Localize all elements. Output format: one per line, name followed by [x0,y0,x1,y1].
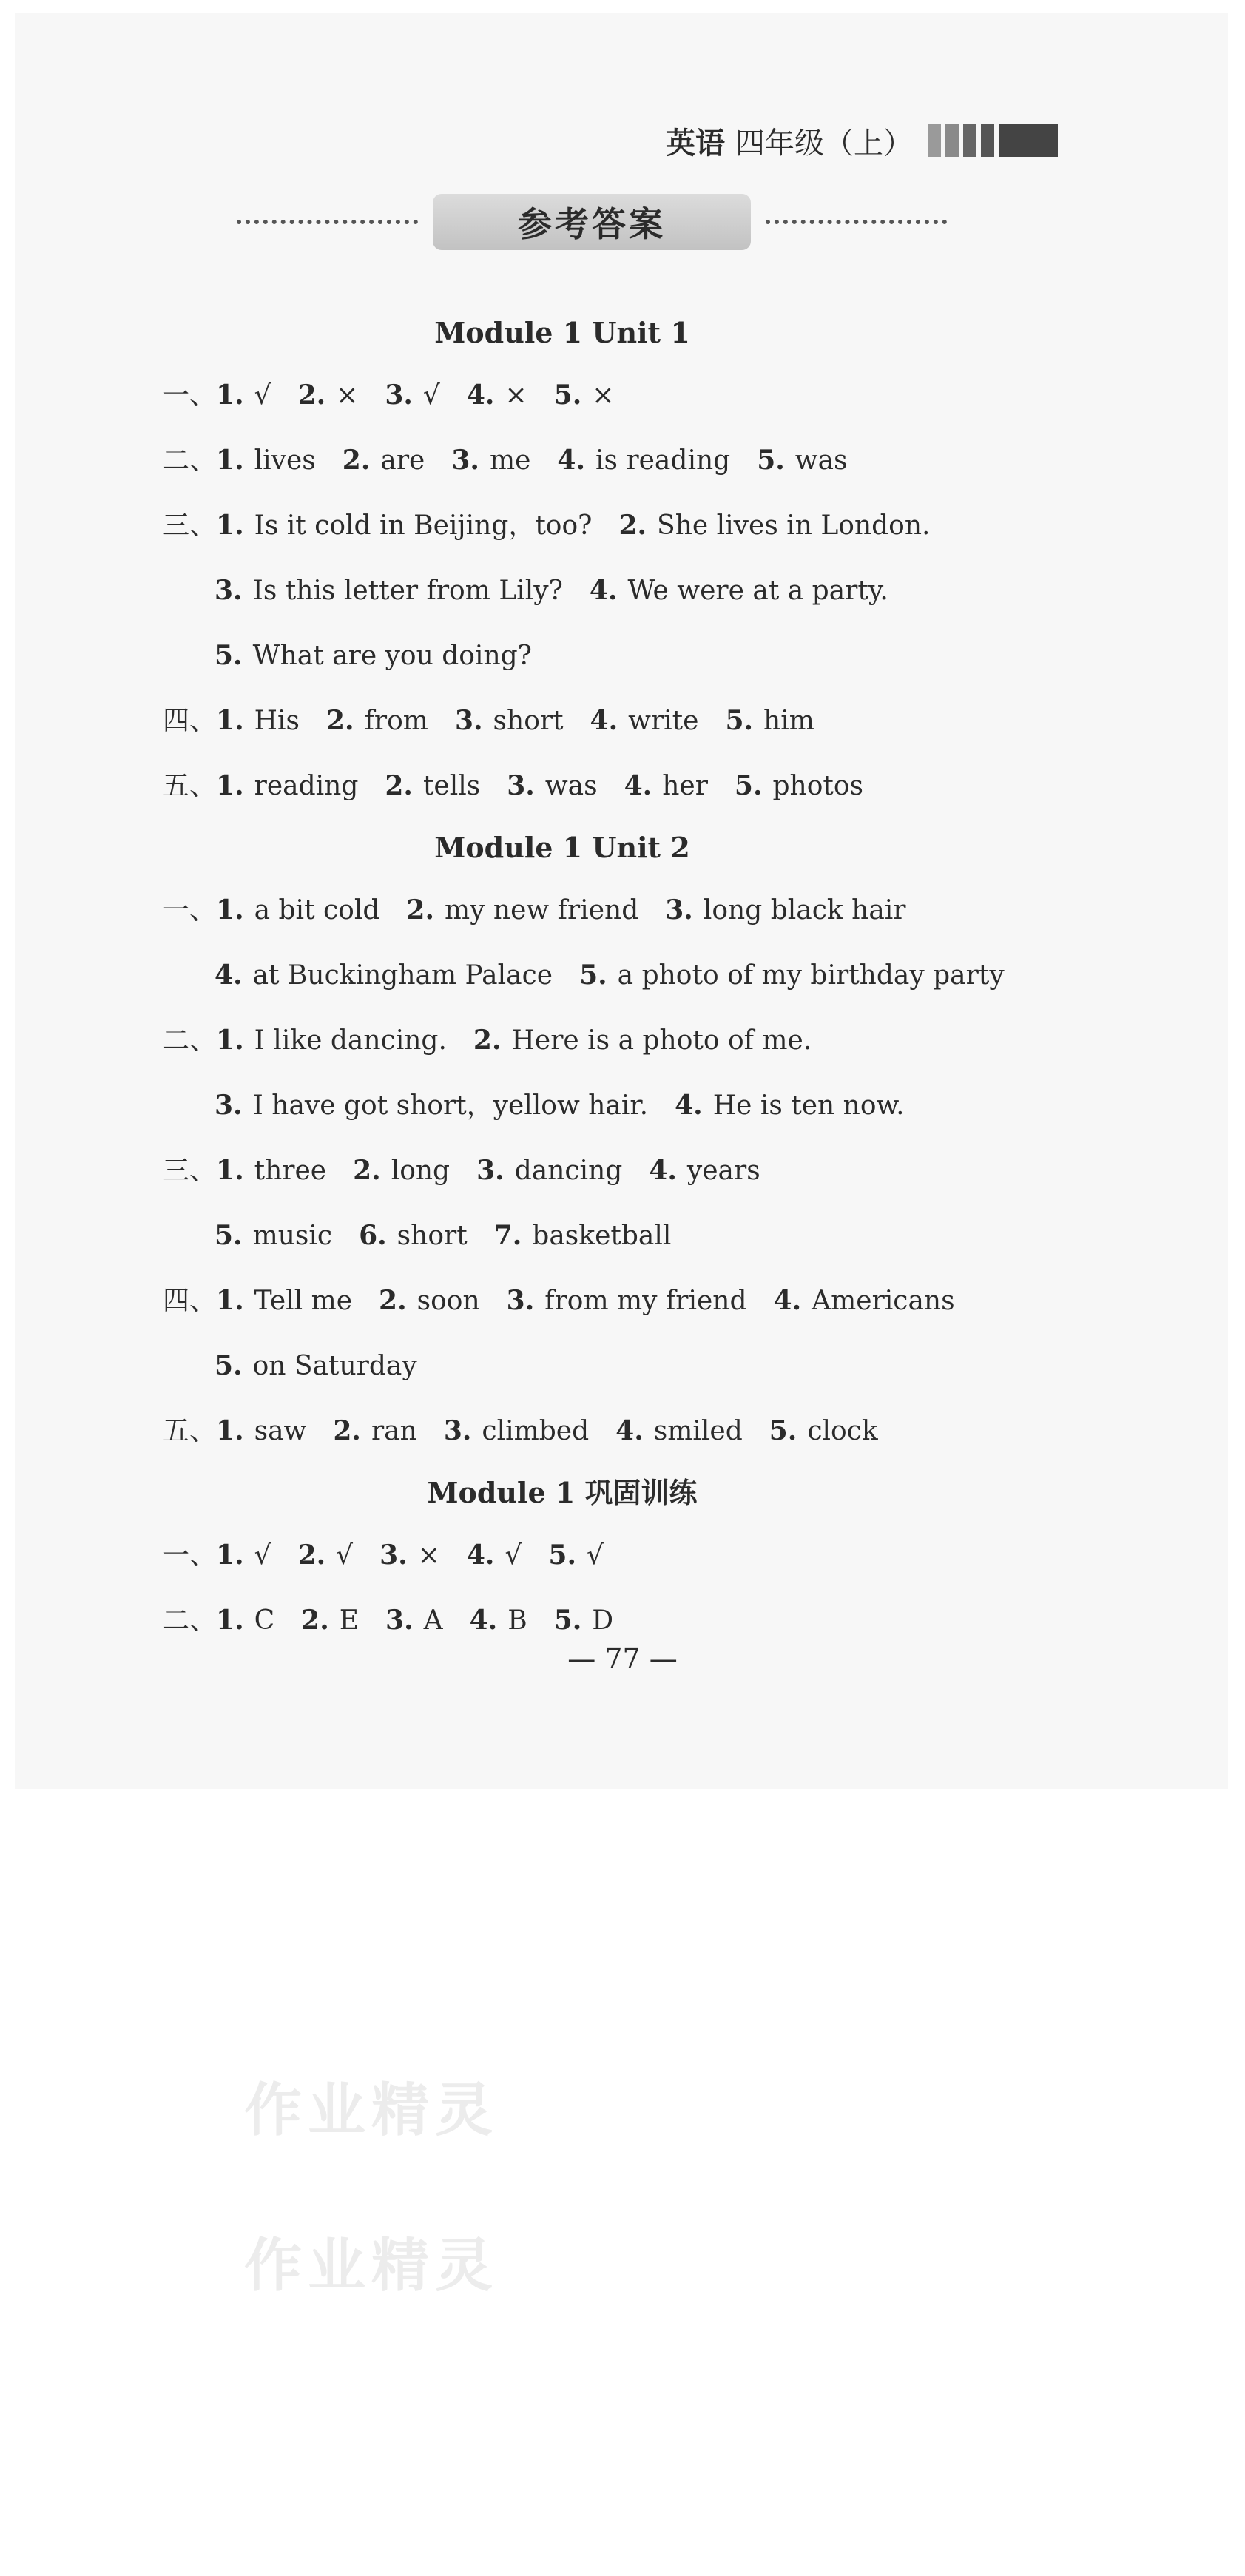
answer-item [494,1203,672,1269]
answer-text: climbed [482,1416,590,1446]
answer-text: √ [254,1540,271,1571]
answer-number: 3. [476,1155,505,1186]
answer-text: a bit cold [254,895,380,925]
answer-number: 1. [216,445,244,476]
answer-text: years [686,1156,760,1186]
answer-number: 3. [507,770,535,801]
answer-item [215,558,563,624]
answer-item [675,1073,904,1139]
answer-item [216,1398,306,1464]
answer-text: short [397,1221,468,1251]
answer-text: smiled [653,1416,743,1446]
answer-text: He is ten now. [712,1090,905,1121]
answer-item [216,877,379,943]
answer-item [725,688,814,754]
question-group-number: 二、 [163,1025,217,1056]
answer-item [333,1398,416,1464]
title-banner [222,189,962,255]
answer-number: 2. [333,1415,361,1446]
answer-item [507,1268,747,1334]
answer-number: 5. [725,705,754,736]
answer-row [163,1203,1050,1268]
answer-item [216,688,300,754]
question-group-number: 五、 [163,1416,217,1446]
question-group-number: 一、 [163,895,217,925]
answer-row [163,363,1050,428]
answer-number: 1. [216,380,244,411]
answer-text: a photo of my birthday party [617,960,1005,991]
answer-item [757,428,847,493]
answer-item [548,1523,604,1588]
answer-item [216,753,358,819]
answer-item [735,753,863,819]
answer-item [326,688,428,754]
answer-row [163,1073,1050,1138]
answer-text: B [507,1605,527,1636]
answer-number: 4. [649,1155,677,1186]
answer-row [163,753,1050,818]
answer-item [769,1398,878,1464]
answer-text: We were at a party. [627,576,888,606]
answer-number: 2. [297,1540,326,1571]
answer-number: 5. [215,1220,243,1251]
answer-text: × [417,1540,440,1571]
answer-text: What are you doing? [252,641,532,671]
answer-text: was [794,445,848,476]
answer-text: D [592,1605,614,1636]
answer-item [215,943,553,1008]
answer-text: was [544,771,598,801]
answer-text: tells [422,771,481,801]
question-group-number: 二、 [163,445,217,476]
answer-item [216,363,271,428]
answer-text: She lives in London. [657,510,931,541]
answer-number: 4. [469,1605,498,1636]
answer-item [298,1523,354,1588]
answer-row [163,1268,1050,1333]
answer-text: long black hair [703,895,906,925]
answer-item [216,1008,447,1073]
answer-text: × [592,380,615,411]
answer-number: 5. [553,1605,582,1636]
answer-item [406,877,638,943]
answer-row [163,1333,1050,1398]
answer-item [215,1203,332,1269]
answer-item [624,753,708,819]
answer-number: 3. [379,1540,408,1571]
dotted-rule-right [766,220,947,224]
answer-text: A [423,1605,443,1636]
answer-row [163,428,1050,493]
answer-text: C [254,1605,275,1636]
answer-item [451,428,530,493]
page-title: 参考答案 [433,194,751,250]
answer-text: photos [772,771,864,801]
answer-item [215,1073,648,1139]
answer-item [649,1138,760,1204]
answer-text: √ [505,1540,522,1571]
watermark: 作业精灵 [244,2077,499,2144]
answer-item [444,1398,589,1464]
answer-number: 6. [359,1220,387,1251]
answer-number: 2. [406,894,434,925]
answer-number: 2. [379,1285,407,1316]
answer-row [163,943,1050,1008]
answer-number: 4. [615,1415,644,1446]
answer-row [163,493,1050,558]
answer-item [216,1523,271,1588]
answer-number: 3. [451,445,479,476]
answer-text: Tell me [254,1286,353,1316]
answer-text: √ [587,1540,604,1571]
answer-item [774,1268,955,1334]
answer-text: short [493,706,564,736]
answer-text: from [364,706,428,736]
answer-text: are [380,445,425,476]
answer-text: lives [254,445,316,476]
answer-text: I like dancing. [254,1025,447,1056]
answer-text: basketball [532,1221,672,1251]
answer-row [163,623,1050,688]
answer-item [359,1203,468,1269]
answer-number: 2. [301,1605,329,1636]
question-group-number: 三、 [163,510,217,541]
answer-item [353,1138,450,1204]
page-header [666,118,1058,163]
answer-row [163,1008,1050,1073]
answer-item [618,493,930,559]
answer-number: 2. [473,1025,502,1056]
answer-number: 4. [589,575,618,606]
answer-number: 5. [769,1415,797,1446]
answer-item [455,688,564,754]
page-number: — 77 — [567,1642,678,1675]
watermark: 作业精灵 [244,2233,499,2299]
answer-number: 2. [297,380,326,411]
answer-number: 3. [506,1285,535,1316]
answer-item [216,428,316,493]
answer-number: 7. [493,1220,522,1251]
answer-number: 5. [215,1350,243,1381]
answer-content [163,303,1050,1653]
answer-number: 3. [385,1605,414,1636]
question-group-number: 一、 [163,1540,217,1571]
answer-number: 5. [734,770,763,801]
answer-text: write [628,706,699,736]
question-group-number: 四、 [163,706,217,736]
answer-item [507,753,597,819]
answer-item [379,1523,440,1588]
answer-row [163,1398,1050,1463]
answer-text: His [254,706,300,736]
answer-number: 4. [215,960,243,991]
answer-number: 3. [443,1415,472,1446]
module-heading: Module 1 Unit 2 [434,831,690,864]
answer-number: 4. [466,1540,495,1571]
answer-number: 1. [216,1540,244,1571]
answer-text: √ [336,1540,354,1571]
module-heading: Module 1 Unit 1 [434,316,690,349]
answer-number: 3. [215,575,243,606]
answer-number: 5. [548,1540,577,1571]
answer-item [216,493,592,559]
answer-number: 2. [385,770,413,801]
answer-text: from my friend [544,1286,747,1316]
answer-item [385,363,440,428]
answer-text: reading [254,771,359,801]
answer-number: 1. [216,1155,244,1186]
header-decoration-bars [928,124,1058,157]
answer-item [467,363,527,428]
answer-item [665,877,905,943]
answer-number: 2. [342,445,371,476]
answer-item [215,1333,417,1399]
answer-item [473,1008,812,1073]
answer-number: 5. [215,640,243,671]
answer-row [163,877,1050,943]
answer-text: three [254,1156,327,1186]
answer-number: 4. [466,380,495,411]
answer-item [379,1268,480,1334]
answer-item [215,623,532,689]
answer-number: 3. [454,705,483,736]
answer-text: I have got short，yellow hair. [252,1090,649,1121]
answer-number: 1. [216,1605,244,1636]
answer-number: 1. [216,770,244,801]
answer-text: E [339,1605,360,1636]
answer-text: × [505,380,527,411]
answer-number: 4. [773,1285,802,1316]
answer-text: √ [422,380,440,411]
answer-text: soon [416,1286,480,1316]
module-heading: Module 1 巩固训练 [427,1476,698,1509]
answer-item [590,688,699,754]
answer-text: on Saturday [252,1351,417,1381]
answer-number: 2. [618,510,647,541]
answer-text: Is it cold in Beijing，too? [254,510,593,541]
answer-number: 1. [216,1025,244,1056]
answer-item [216,1138,326,1204]
answer-text: at Buckingham Palace [252,960,553,991]
answer-number: 5. [757,445,785,476]
answer-item [557,428,730,493]
answer-text: × [336,380,359,411]
answer-text: clock [807,1416,878,1446]
answer-item [615,1398,743,1464]
answer-text: me [489,445,531,476]
dotted-rule-left [237,220,418,224]
answer-number: 1. [216,1285,244,1316]
answer-row [163,1138,1050,1203]
answer-text: Americans [812,1286,955,1316]
answer-text: her [662,771,708,801]
answer-text: Here is a photo of me. [511,1025,812,1056]
answer-text: my new friend [444,895,639,925]
answer-number: 1. [216,894,244,925]
answer-item [385,753,480,819]
answer-item [590,558,888,624]
answer-number: 3. [665,894,693,925]
question-group-number: 二、 [163,1605,217,1636]
answer-number: 1. [216,510,244,541]
answer-text: saw [254,1416,307,1446]
answer-number: 5. [553,380,582,411]
answer-text: long [391,1156,451,1186]
answer-text: √ [254,380,271,411]
answer-row [163,558,1050,623]
answer-item [298,363,359,428]
answer-item [467,1523,522,1588]
answer-item [579,943,1005,1008]
answer-text: ran [371,1416,417,1446]
answer-number: 4. [675,1090,703,1121]
answer-number: 4. [557,445,585,476]
answer-row [163,688,1050,753]
question-group-number: 一、 [163,380,217,411]
question-group-number: 五、 [163,771,217,801]
answer-number: 4. [590,705,618,736]
answer-item [343,428,425,493]
answer-text: dancing [514,1156,623,1186]
answer-number: 5. [579,960,607,991]
answer-text: music [252,1221,333,1251]
answer-number: 1. [216,705,244,736]
answer-item [476,1138,622,1204]
answer-number: 2. [326,705,354,736]
answer-text: him [763,706,814,736]
answer-number: 1. [216,1415,244,1446]
answer-row [163,1523,1050,1588]
answer-number: 3. [215,1090,243,1121]
answer-number: 2. [353,1155,381,1186]
answer-number: 3. [385,380,413,411]
answer-text: Is this letter from Lily? [252,576,563,606]
answer-item [554,363,615,428]
answer-number: 4. [624,770,652,801]
answer-text: is reading [595,445,731,476]
grade-label: 四年级（上） [735,126,913,161]
question-group-number: 四、 [163,1286,217,1316]
answer-item [216,1268,352,1334]
question-group-number: 三、 [163,1156,217,1186]
subject-label: 英语 [666,126,725,161]
